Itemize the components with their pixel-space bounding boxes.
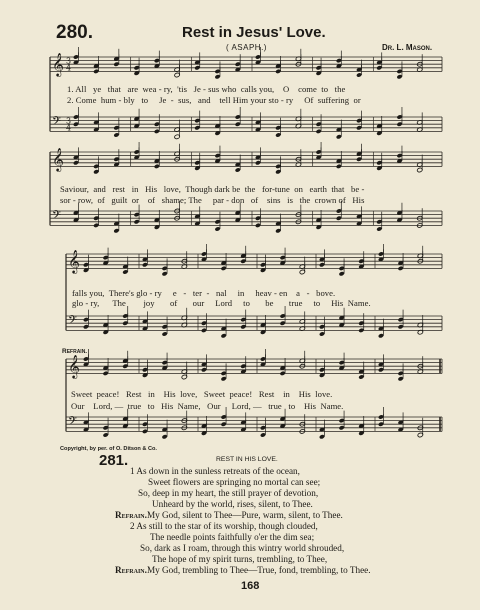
lyric-line-3-1: falls you, There's glo - ry e - ter - nal in heav - en a - bove. xyxy=(72,288,336,298)
hymn2-number: 281. xyxy=(99,452,129,469)
svg-text:4: 4 xyxy=(66,63,72,73)
verse-2-line-2: The needle points faithfully o'er the dim sea; xyxy=(150,532,315,542)
composer: Dr. L. Mason. xyxy=(382,43,433,52)
svg-text:𝄞: 𝄞 xyxy=(68,249,80,273)
copyright-notice: Copyright, by per. of O. Ditson & Co. xyxy=(60,446,157,452)
verse-2-line-1: 2 As still to the star of its worship, though clouded, xyxy=(130,521,318,531)
verse-1-line-2: Sweet flowers are springing no mortal can see; xyxy=(148,477,321,487)
refrain-label: Refrain. xyxy=(62,348,88,355)
svg-text:𝄞: 𝄞 xyxy=(52,147,64,171)
svg-text:3: 3 xyxy=(66,116,72,126)
refrain-text-2: My God, trembling to Thee—True, fond, trembling, to Thee. xyxy=(146,565,371,575)
refrain-label-1: Refrain. xyxy=(115,510,147,520)
lyric-line-1-2: 2. Come hum - bly to Je - sus, and tell Him your sto - ry Of suffering or xyxy=(67,95,361,105)
svg-text:𝄢: 𝄢 xyxy=(68,415,78,431)
svg-text:𝄢: 𝄢 xyxy=(52,209,62,225)
svg-text:3: 3 xyxy=(66,56,72,66)
hymn-title: Rest in Jesus' Love. xyxy=(182,24,326,41)
verse-1-line-4: Unheard by the world, rises, silent, to Thee. xyxy=(152,499,313,509)
lyric-line-2-2: sor - row, of guilt or of shame; The par - don of sins is the crown of His xyxy=(60,195,365,205)
verse-1-line-3: So, deep in my heart, the still prayer of devotion, xyxy=(138,488,319,498)
hymn2-heading: REST IN HIS LOVE. xyxy=(216,456,278,463)
lyric-line-4-2: Our Lord, — true to His Name, Our Lord, — true to His Name. xyxy=(71,401,344,411)
verse-1-refrain xyxy=(115,510,343,522)
lyric-line-1-1: 1. All ye that are wea - ry, 'tis Je - sus who calls you, O come to the xyxy=(67,84,346,94)
svg-text:4: 4 xyxy=(66,123,72,133)
lyric-line-2-1: Saviour, and rest in His love, Though dark be the for-tune on earth that be - xyxy=(60,184,365,194)
tune-name: ( ASAPH.) xyxy=(226,43,267,52)
svg-text:𝄢: 𝄢 xyxy=(52,115,62,131)
svg-text:𝄞: 𝄞 xyxy=(52,52,64,76)
lyric-line-3-2: glo - ry, The joy of our Lord to be true to His Name. xyxy=(72,298,371,308)
verse-2-refrain xyxy=(115,565,371,577)
svg-text:𝄢: 𝄢 xyxy=(68,314,78,330)
lyric-line-4-1: Sweet peace! Rest in His love, Sweet peace! Rest in His love. xyxy=(71,389,333,399)
verse-2-line-4: The hope of my spirit turns, trembling, to Thee, xyxy=(152,554,328,564)
svg-text:𝄞: 𝄞 xyxy=(68,354,80,378)
refrain-text-1: My God, silent to Thee—Pure, warm, silent, to Thee. xyxy=(146,510,343,520)
refrain-label-2: Refrain. xyxy=(115,565,147,575)
verse-1-line-1: 1 As down in the sunless retreats of the ocean, xyxy=(130,466,300,476)
verse-2-line-3: So, dark as I roam, through this wintry world shrouded, xyxy=(140,543,345,553)
page-number: 168 xyxy=(241,580,260,592)
hymn-number: 280. xyxy=(56,22,93,43)
